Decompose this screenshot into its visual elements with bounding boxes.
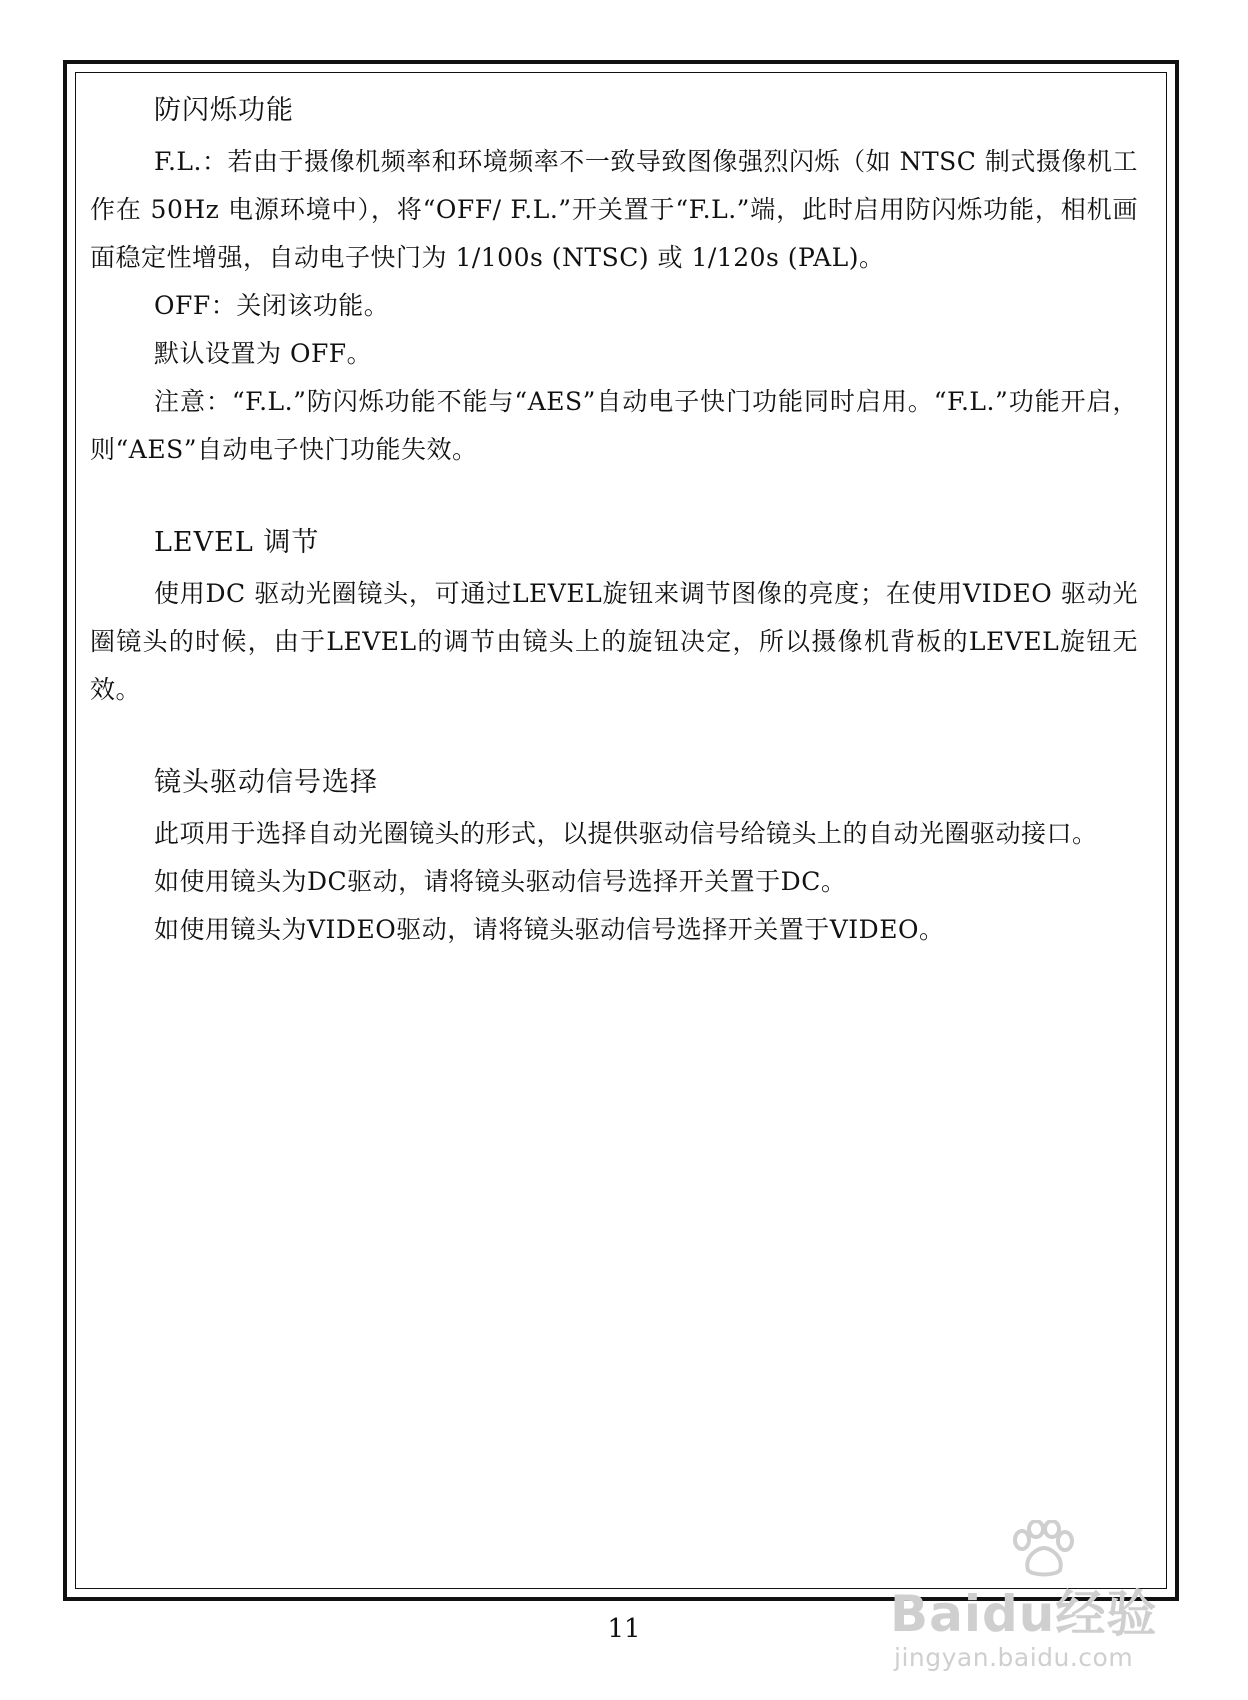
paragraph: OFF：关闭该功能。 bbox=[154, 291, 390, 320]
watermark-url: jingyan.baidu.com bbox=[894, 1643, 1134, 1672]
page-number: 11 bbox=[607, 1614, 641, 1644]
section-lens-drive-signal bbox=[90, 762, 1138, 954]
baidu-paw-icon bbox=[1008, 1520, 1078, 1578]
paragraph: 此项用于选择自动光圈镜头的形式，以提供驱动信号给镜头上的自动光圈驱动接口。 bbox=[154, 819, 1098, 848]
watermark-brand: Baidu经验 bbox=[890, 1585, 1158, 1643]
paragraph: 默认设置为 OFF。 bbox=[154, 339, 373, 368]
section-heading: LEVEL 调节 bbox=[154, 527, 320, 558]
paragraph: 注意：“F.L.”防闪烁功能不能与“AES”自动电子快门功能同时启用。“F.L.”功能开启，则“AES”自动电子快门功能失效。 bbox=[90, 387, 1138, 464]
section-heading: 镜头驱动信号选择 bbox=[154, 767, 378, 798]
paragraph: 使用DC 驱动光圈镜头，可通过LEVEL旋钮来调节图像的亮度；在使用VIDEO 驱动光圈镜头的时候，由于LEVEL的调节由镜头上的旋钮决定，所以摄像机背板的LEVEL旋钮无效。 bbox=[90, 579, 1138, 704]
section-anti-flicker bbox=[90, 90, 1138, 474]
paragraph: F.L.：若由于摄像机频率和环境频率不一致导致图像强烈闪烁（如 NTSC 制式摄像机工作在 50Hz 电源环境中），将“OFF/ F.L.”开关置于“F.L.”端，此时启用防闪烁功能，相机画面稳定性增强，自动电子快门为 1/100s (NTSC) 或 1/120s (PAL)。 bbox=[90, 147, 1138, 272]
paragraph: 如使用镜头为VIDEO驱动，请将镜头驱动信号选择开关置于VIDEO。 bbox=[154, 915, 945, 944]
paragraph: 如使用镜头为DC驱动，请将镜头驱动信号选择开关置于DC。 bbox=[154, 867, 847, 896]
baidu-watermark bbox=[890, 1530, 1190, 1680]
section-level-adjust bbox=[90, 522, 1138, 714]
section-heading: 防闪烁功能 bbox=[154, 95, 294, 126]
page-content bbox=[90, 90, 1138, 954]
